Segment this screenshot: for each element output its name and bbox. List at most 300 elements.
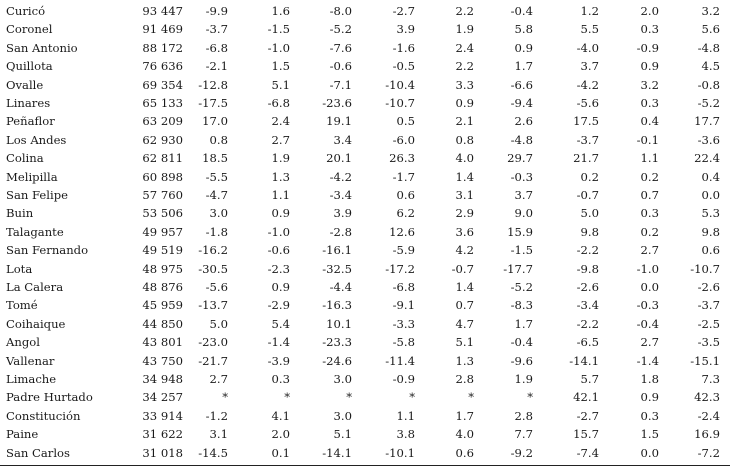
table-cell: 4.0 [455,427,474,442]
table-cell: -15.1 [690,353,720,368]
table-cell: 0.6 [396,188,415,202]
row-label: Curicó [6,4,46,18]
table-cell: 60 898 [142,169,183,184]
table-cell: -3.7 [697,298,720,313]
table-cell: -7.6 [329,40,352,55]
table-cell: -23.0 [198,335,228,350]
table-cell: -14.1 [322,445,352,460]
table-cell: -0.7 [576,188,599,202]
table-cell: 1.1 [271,188,290,202]
table-cell: 0.0 [701,188,720,202]
row-label: Tomé [6,298,38,313]
table-cell: 15.7 [573,427,599,442]
table-cell: 10.1 [326,316,352,331]
table-cell: 2.4 [271,114,290,129]
table-cell: -9.8 [576,261,599,276]
table-cell: -3.3 [392,316,415,331]
table-cell: 2.2 [455,59,474,74]
table-cell: -5.9 [392,243,415,258]
table-cell: 3.7 [580,59,599,74]
table-cell: -3.9 [267,353,290,368]
table-cell: 88 172 [142,40,183,55]
table-cell: 3.1 [455,188,474,202]
table-cell: 15.9 [507,224,533,239]
table-cell: -0.9 [392,372,415,386]
table-cell: -16.2 [198,243,228,258]
table-cell: -6.8 [392,280,415,294]
table-cell: -1.0 [636,261,659,276]
table-cell: 5.1 [333,427,352,442]
table-cell: 33 914 [142,408,183,423]
table-cell: 7.3 [701,372,720,386]
table-cell: -24.6 [322,353,352,368]
row-label: Buin [6,206,34,221]
table-cell: -1.7 [392,169,415,184]
table-cell: 0.9 [271,280,290,294]
table-row [0,315,730,333]
table-cell: 5.5 [580,22,599,37]
table-cell: 1.5 [640,427,659,442]
table-cell: 5.4 [271,316,290,331]
table-cell: -0.7 [451,261,474,276]
table-cell: -21.7 [198,353,228,368]
table-cell: 5.1 [271,77,290,92]
table-cell: 5.6 [701,22,720,37]
table-cell: -4.0 [576,40,599,55]
row-label: Ovalle [6,77,44,92]
table-cell: 53 506 [142,206,183,221]
table-cell: * [527,390,533,405]
table-row [0,186,730,204]
table-cell: 0.0 [640,280,659,294]
table-cell: -1.2 [205,408,228,423]
table-cell: -17.5 [198,96,228,110]
table-cell: 0.8 [455,132,474,147]
table-cell: 0.2 [640,169,659,184]
table-cell: 2.7 [271,132,290,147]
table-cell: 5.3 [701,206,720,221]
table-cell: 0.9 [271,206,290,221]
table-cell: -7.1 [329,77,352,92]
row-label: Los Andes [6,132,67,147]
table-cell: 26.3 [389,151,415,166]
table-cell: 0.3 [640,96,659,110]
table-cell: 1.6 [271,4,290,18]
table-cell: 2.1 [455,114,474,129]
table-cell: 2.0 [640,4,659,18]
table-cell: -10.1 [385,445,415,460]
table-cell: -5.6 [205,280,228,294]
table-cell: -14.5 [198,445,228,460]
row-label: Limache [6,372,57,386]
table-cell: 0.3 [640,22,659,37]
table-cell: -12.8 [198,77,228,92]
table-row [0,112,730,130]
table-cell: -0.4 [510,335,533,350]
table-cell: 1.4 [455,280,474,294]
table-cell: -2.8 [329,224,352,239]
table-cell: -10.7 [385,96,415,110]
table-cell: 2.8 [455,372,474,386]
table-cell: 0.9 [640,390,659,405]
table-cell: -32.5 [322,261,352,276]
row-label: Colina [6,151,44,166]
table-cell: 6.2 [396,206,415,221]
table-cell: -23.3 [322,335,352,350]
table-cell: 1.3 [455,353,474,368]
table-cell: -7.4 [576,445,599,460]
table-cell: 34 257 [142,390,183,405]
table-row [0,223,730,241]
table-cell: -0.4 [636,316,659,331]
table-row [0,407,730,425]
table-row [0,76,730,94]
table-cell: -1.5 [510,243,533,258]
table-cell: 3.1 [209,427,228,442]
table-cell: -5.2 [510,280,533,294]
table-cell: -9.6 [510,353,533,368]
table-cell: 1.9 [271,151,290,166]
table-cell: 20.1 [326,151,352,166]
table-cell: -2.9 [267,298,290,313]
table-row [0,241,730,259]
table-cell: 4.0 [455,151,474,166]
table-cell: -0.4 [510,4,533,18]
table-cell: -4.8 [510,132,533,147]
table-cell: 2.7 [640,243,659,258]
table-cell: 49 519 [142,243,183,258]
table-cell: 1.7 [514,316,533,331]
table-cell: 48 975 [142,261,183,276]
table-cell: -9.4 [510,96,533,110]
table-cell: -3.6 [697,132,720,147]
table-cell: 69 354 [142,77,183,92]
table-cell: 57 760 [142,188,183,202]
table-cell: -5.6 [576,96,599,110]
table-cell: 4.7 [455,316,474,331]
table-cell: -1.5 [267,22,290,37]
table-cell: 9.0 [514,206,533,221]
table-cell: -17.7 [503,261,533,276]
table-cell: -0.6 [329,59,352,74]
table-cell: 3.6 [455,224,474,239]
table-cell: -7.2 [697,445,720,460]
table-cell: -9.9 [205,4,228,18]
table-cell: 3.2 [640,77,659,92]
table-cell: -3.7 [576,132,599,147]
table-cell: -5.2 [329,22,352,37]
table-cell: -0.5 [392,59,415,74]
table-cell: 63 209 [142,114,183,129]
table-cell: -2.6 [697,280,720,294]
table-row [0,388,730,406]
table-cell: 1.9 [455,22,474,37]
table-cell: -13.7 [198,298,228,313]
table-cell: 4.2 [455,243,474,258]
table-cell: 1.5 [271,59,290,74]
table-row [0,425,730,443]
table-cell: -16.1 [322,243,352,258]
table-cell: -5.8 [392,335,415,350]
table-cell: 91 469 [142,22,183,37]
row-label: Paine [6,427,39,442]
table-row [0,370,730,388]
table-cell: 3.0 [209,206,228,221]
table-cell: 0.1 [271,445,290,460]
table-cell: 17.7 [694,114,720,129]
table-row [0,260,730,278]
table-row [0,296,730,314]
table-cell: 18.5 [202,151,228,166]
row-label: La Calera [6,280,64,294]
table-row [0,94,730,112]
table-cell: 7.7 [514,427,533,442]
table-cell: 5.0 [209,316,228,331]
table-cell: -2.7 [392,4,415,18]
table-cell: 0.6 [701,243,720,258]
table-cell: -10.4 [385,77,415,92]
table-cell: 5.7 [580,372,599,386]
table-cell: 3.0 [333,408,352,423]
table-row [0,39,730,57]
table-cell: 9.8 [701,224,720,239]
table-cell: -1.0 [267,224,290,239]
table-cell: 1.2 [580,4,599,18]
table-cell: 5.0 [580,206,599,221]
table-cell: 76 636 [142,59,183,74]
row-label: Peñaflor [6,114,55,129]
table-cell: 0.2 [640,224,659,239]
row-label: Padre Hurtado [6,390,93,405]
table-row [0,149,730,167]
table-cell: 1.1 [396,408,415,423]
table-cell: -0.8 [697,77,720,92]
table-cell: -1.4 [636,353,659,368]
table-cell: 42.1 [573,390,599,405]
table-cell: 34 948 [142,372,183,386]
table-cell: * [284,390,290,405]
row-label: Quillota [6,59,53,74]
table-cell: 1.7 [455,408,474,423]
table-cell: -30.5 [198,261,228,276]
table-cell: 0.6 [455,445,474,460]
table-cell: 2.8 [514,408,533,423]
table-cell: -23.6 [322,96,352,110]
table-cell: -2.6 [576,280,599,294]
table-cell: * [346,390,352,405]
table-cell: -6.6 [510,77,533,92]
table-cell: 44 850 [142,316,183,331]
table-cell: 43 750 [142,353,183,368]
row-label: San Antonio [6,40,78,55]
table-cell: -3.7 [205,22,228,37]
table-cell: 3.4 [333,132,352,147]
table-cell: 2.7 [209,372,228,386]
row-label: Vallenar [6,353,55,368]
row-label: Talagante [6,224,64,239]
table-cell: 0.4 [640,114,659,129]
table-cell: 1.3 [271,169,290,184]
table-cell: -2.4 [697,408,720,423]
table-cell: 0.3 [640,408,659,423]
table-cell: 29.7 [507,151,533,166]
table-cell: 5.8 [514,22,533,37]
table-cell: 0.7 [455,298,474,313]
table-row [0,278,730,296]
table-row [0,333,730,351]
table-cell: -0.9 [636,40,659,55]
table-row [0,57,730,75]
table-cell: -6.8 [205,40,228,55]
table-row [0,131,730,149]
table-cell: 0.9 [640,59,659,74]
table-row [0,2,730,20]
table-bottom-rule [0,465,730,466]
table-cell: -8.3 [510,298,533,313]
table-cell: -1.6 [392,40,415,55]
table-row [0,444,730,462]
table-row [0,168,730,186]
table-cell: 21.7 [573,151,599,166]
row-label: Melipilla [6,169,58,184]
table-cell: -2.1 [205,59,228,74]
table-cell: -4.2 [329,169,352,184]
table-cell: -0.1 [636,132,659,147]
table-cell: 65 133 [142,96,183,110]
table-row [0,204,730,222]
row-label: San Felipe [6,188,68,202]
table-cell: 0.8 [209,132,228,147]
table-cell: 2.7 [640,335,659,350]
table-cell: 19.1 [326,114,352,129]
table-cell: -5.5 [205,169,228,184]
table-cell: -0.3 [636,298,659,313]
table-cell: 17.0 [202,114,228,129]
table-cell: 45 959 [142,298,183,313]
table-cell: 31 622 [142,427,183,442]
table-cell: 3.2 [701,4,720,18]
table-cell: 5.1 [455,335,474,350]
table-cell: -0.3 [510,169,533,184]
table-cell: -2.5 [697,316,720,331]
table-cell: 2.2 [455,4,474,18]
table-cell: -0.6 [267,243,290,258]
table-cell: -1.0 [267,40,290,55]
table-cell: 2.4 [455,40,474,55]
table-cell: 1.4 [455,169,474,184]
table-cell: -11.4 [385,353,415,368]
table-cell: -9.2 [510,445,533,460]
row-label: San Carlos [6,445,70,460]
row-label: Constitución [6,408,81,423]
table-cell: -8.0 [329,4,352,18]
table-cell: -16.3 [322,298,352,313]
table-cell: 0.0 [640,445,659,460]
table-cell: -3.4 [576,298,599,313]
table-cell: 0.7 [640,188,659,202]
table-cell: -1.8 [205,224,228,239]
table-cell: 62 930 [142,132,183,147]
table-cell: -6.0 [392,132,415,147]
table-row [0,352,730,370]
table-cell: * [222,390,228,405]
table-cell: 12.6 [389,224,415,239]
table-cell: 0.5 [396,114,415,129]
table-cell: 9.8 [580,224,599,239]
table-cell: 2.9 [455,206,474,221]
table-cell: 4.5 [701,59,720,74]
table-cell: 48 876 [142,280,183,294]
table-cell: -2.2 [576,316,599,331]
table-row [0,20,730,38]
table-cell: 2.6 [514,114,533,129]
table-cell: 2.0 [271,427,290,442]
table-cell: -10.7 [690,261,720,276]
table-cell: -5.2 [697,96,720,110]
table-cell: 42.3 [694,390,720,405]
table-cell: 16.9 [694,427,720,442]
table-cell: 3.3 [455,77,474,92]
row-label: Coronel [6,22,53,37]
table-cell: 0.4 [701,169,720,184]
table-cell: -17.2 [385,261,415,276]
table-cell: 1.7 [514,59,533,74]
table-cell: 3.0 [333,372,352,386]
table-cell: 1.1 [640,151,659,166]
table-cell: 3.7 [514,188,533,202]
table-cell: 31 018 [142,445,183,460]
table-cell: -14.1 [569,353,599,368]
table-cell: 93 447 [142,4,183,18]
table-cell: -2.7 [576,408,599,423]
table-cell: -4.8 [697,40,720,55]
row-label: Linares [6,96,51,110]
table-cell: -3.5 [697,335,720,350]
table-cell: 0.3 [271,372,290,386]
table-cell: -2.2 [576,243,599,258]
table-cell: 0.2 [580,169,599,184]
row-label: Coihaique [6,316,66,331]
table-cell: 0.3 [640,206,659,221]
table-cell: * [468,390,474,405]
table-cell: -6.5 [576,335,599,350]
table-cell: 1.9 [514,372,533,386]
table-cell: -6.8 [267,96,290,110]
table-cell: 4.1 [271,408,290,423]
table-cell: 49 957 [142,224,183,239]
table-cell: -4.4 [329,280,352,294]
table-cell: 0.9 [514,40,533,55]
row-label: Lota [6,261,33,276]
table-cell: * [409,390,415,405]
table-cell: 22.4 [694,151,720,166]
table-cell: 3.8 [396,427,415,442]
table-cell: 43 801 [142,335,183,350]
table-cell: -4.7 [205,188,228,202]
row-label: San Fernando [6,243,89,258]
table-cell: 62 811 [142,151,183,166]
table-cell: 0.9 [455,96,474,110]
table-cell: 3.9 [333,206,352,221]
table-cell: -4.2 [576,77,599,92]
table-cell: 17.5 [573,114,599,129]
table-cell: -2.3 [267,261,290,276]
table-cell: -1.4 [267,335,290,350]
table-cell: -3.4 [329,188,352,202]
table-cell: 1.8 [640,372,659,386]
table-cell: 3.9 [396,22,415,37]
row-label: Angol [6,335,40,350]
